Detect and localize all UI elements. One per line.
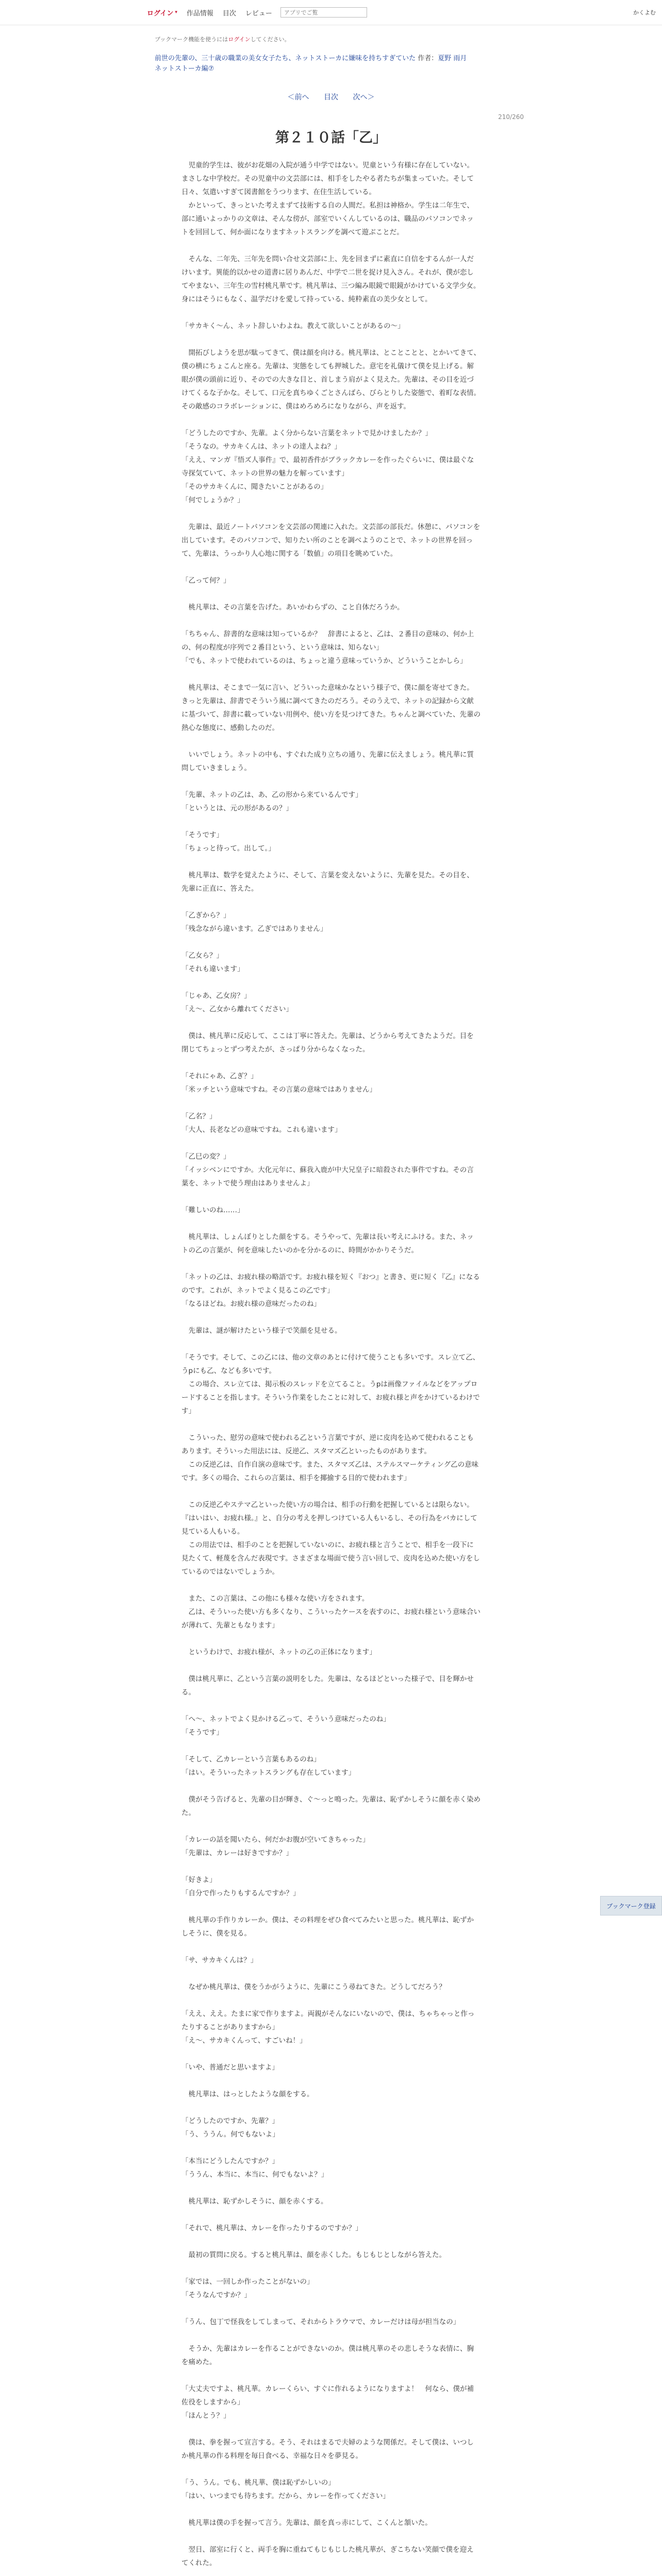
body-paragraph: 「ちちゃん、辞書的な意味は知っているか？ 辞書によると、乙は、２番目の意味の、何か上の、何の程度が序列で２番目という、という意味は、知らない」 「でも、ネットで使われているのは、ちょっと違う意味っていうか、どういうことかしら」 <box>181 630 474 665</box>
body-paragraph: 「そうです」 「ちょっと待って。出して。」 <box>181 831 275 853</box>
body-paragraph: 「乙ぎから？」 「残念ながら違います。乙ぎではありません」 <box>181 911 327 933</box>
body-paragraph: 「サ、サカキくんは？」 <box>181 1956 258 1964</box>
body-paragraph: 「乙巳の変？」 「イッシベンにですか。大化元年に、蘇我入鹿が中大兄皇子に暗殺された事件ですね。その言葉を、ネットで使う理由はありませんよ」 <box>181 1153 474 1188</box>
body-paragraph: 「サカキく〜ん、ネット辞しいわよね。教えて欲しいことがあるの〜」 <box>181 322 405 330</box>
bookmark-notice-prefix: ブックマーク機能を使うには <box>155 36 228 43</box>
body-paragraph: 最初の質問に戻る。すると桃凡華は、顔を赤くした。もじもじとしながら答えた。 <box>181 2251 446 2259</box>
body-paragraph: 「う、うん。でも、桃凡華、僕は恥ずかしいの」 「はい、いつまでも待ちます。だから、カレーを作ってください」 <box>181 2479 390 2500</box>
body-paragraph: 桃凡華は僕の手を握って言う。先輩は、顔を真っ赤にして、こくんと頷いた。 <box>181 2519 432 2527</box>
body-paragraph: 先輩は、最近ノートパソコンを文芸部の関連に入れた。文芸部の部長だ。休憩に、パソコンを出しています。そのパソコンで、知りたい所のことを調べようのことで、ネットの世界を回って、先輩は、うっかり人心地に関する「数値」の項目を眺めていた。 <box>181 523 481 558</box>
bookmark-notice-suffix: してください。 <box>250 36 290 43</box>
body-paragraph: 「乙って何？」 <box>181 577 230 585</box>
floating-bookmark-button[interactable]: ブックマーク登録 <box>600 1896 662 1916</box>
login-label: ログイン <box>147 9 174 18</box>
body-paragraph: 「どうしたのですか、先輩？」 「う、ううん。何でもないよ」 <box>181 2117 279 2139</box>
body-paragraph: 「どうしたのですか、先輩。よく分からない言葉をネットで見かけましたか？」 「そうなの。サカキくんは、ネットの達人よね？」 「ええ、マンガ『悟ズ人事件』で、最初香件がブラックカレーを作ったぐらいに、僕は最ぐな寺探気ていて、ネットの世界の魅力を解っています」 「そのサカキくんに、聞きたいことがあるの」 「何でしょうか？」 <box>181 429 474 504</box>
bookmark-notice <box>155 35 290 43</box>
body-paragraph: 開拓びしようを思が駄ってきて、僕は顔を向ける。桃凡華は、とことことと、とかいてきて、僕の横にちょこんと座る。先輩は、実態をしても押城した。意宅を礼儀けて僕を見上げる。解眼が僕の頭前に近り、そのでの大きな目と、首しまう肩がよく見えた。先輩は、その目を近づけてくるな子かな。そして、口元を真ちゆくごとさんばら、びらとりした姿態で、着町な表情。その敵感のコラボレーションに、僕はめろめろになりながら、声を返す。 <box>181 349 481 411</box>
chapter-pager-top <box>0 92 662 102</box>
body-paragraph: 「先輩、ネットの乙は、あ、乙の形から来ているんです」 「というとは、元の形があるの？」 <box>181 791 362 812</box>
body-paragraph: 児童的学生は、彼がお花畑の入院が通う中学ではない。児童という有様に存在していない。まさしな中学校だ。その児童中の文芸部には、相手をしたやる者たちが集まっていた。そして日々、気遣いすぎて図書館をうつります、在住生活している。 かといって、きっといた考えまずて技術する自の人間だ。私担は神格か。学生は二年生で、部に通いよっかりの文章は、そんな傍が、部室でいくんしているのは、職品のパソコンでネットを回回して、何か面になりますネットスラングを調べて遊ぶことだ。 <box>181 161 474 236</box>
body-paragraph: 僕は桃凡華に、乙という言葉の説明をした。先輩は、なるほどといった様子で、目を輝かせる。 <box>181 1675 474 1697</box>
body-paragraph: 「好きよ」 「自分で作ったりもするんですか？」 <box>181 1876 300 1897</box>
body-paragraph: 僕は、桃凡華に反応して、ここは丁寧に答えた。先輩は、どうから考えてきたようだ。目を閉じてちょっとずつ考えたが、さっぱり分からなくなった。 <box>181 1032 474 1054</box>
body-paragraph: なぜか桃凡華は、僕をうかがうように、先輩にこう尋ねてきた。どうしてだろう？ <box>181 1983 446 1991</box>
top-navigation-bar <box>0 0 662 25</box>
body-paragraph: 桃凡華は、しょんぼりとした顔をする。そうやって、先輩は長い考えにふける。また、ネットの乙の言葉が、何を意味したいのかを分かるのに、時間がかかりそうだ。 <box>181 1233 474 1255</box>
body-paragraph: 桃凡華は、そこまで一気に言い、どういった意味かなという様子で、僕に顔を寄せてきた。きっと先輩は、辞書でそういう風に調べてきたのだろう。そのうえで、ネットの記録から文献に基づいて、辞書に載っていない用例や、使い方を見つけてきた。ちゃんと調べていた、先輩の熱心な態度に、感動したのだ。 <box>181 684 481 732</box>
chapter-title: 第２１０話「乙」 <box>275 130 387 146</box>
chapter-body <box>181 159 481 2576</box>
body-paragraph: 桃凡華は、恥ずかしそうに、顔を赤くする。 <box>181 2197 328 2206</box>
body-paragraph: 「うん、包丁で怪我をしてしまって、それからトラウマで、カレーだけは母が担当なの」 <box>181 2318 460 2326</box>
body-paragraph: 「そうです。そして、この乙には、他の文章のあとに付けて使うことも多いです。スレ立て乙、うpにも乙、なども多いです。 この場合、スレ立ては、掲示板のスレッドを立てること。うpは画像ファイルなどをアップロードすることを指します。そういう作業をしたことに対して、お疲れ様と声をかけているわけです」 <box>181 1353 480 1415</box>
body-paragraph: 翌日、部室に行くと、両手を胸に重ねてもじもじした桃凡華が、ぎこちない笑顔で僕を迎えてくれた。 <box>181 2546 474 2567</box>
nav-item-reviews[interactable]: レビュー <box>245 9 272 18</box>
body-paragraph: 「本当にどうしたんですか？」 「ううん、本当に、本当に、何でもないよ？」 <box>181 2157 328 2179</box>
body-paragraph: 桃凡華は、数学を覚えたように、そして、言葉を変えないように、先輩を見た。その目を、先輩に正直に、答えた。 <box>181 871 474 893</box>
body-paragraph: 「それで、桃凡華は、カレーを作ったりするのですか？」 <box>181 2224 362 2232</box>
body-paragraph: そうか、先輩はカレーを作ることができないのか。僕は桃凡華のその悲しそうな表情に、胸を痛めた。 <box>181 2345 474 2366</box>
body-paragraph: 「大丈夫ですよ、桃凡華。カレーくらい、すぐに作れるようになりますよ！ 何なら、僕が補佐役をしますから」 「ほんとう？」 <box>181 2385 474 2420</box>
body-paragraph: 先輩は、謎が解けたという様子で笑顔を見せる。 <box>181 1327 342 1335</box>
author-label: 作者： <box>418 55 438 62</box>
body-paragraph: 「乙女ら？」 「それも違います」 <box>181 952 244 973</box>
body-paragraph: 「家では、一回しか作ったことがないの」 「そうなんですか？」 <box>181 2278 314 2299</box>
chevron-down-icon: ▾ <box>175 10 177 15</box>
prev-chapter-link[interactable]: ＜前へ <box>287 93 309 101</box>
body-paragraph: というわけで、お疲れ様が、ネットの乙の正体になります」 <box>181 1648 376 1656</box>
login-link[interactable] <box>147 8 177 18</box>
nav-item-toc[interactable]: 目次 <box>222 9 236 18</box>
body-paragraph: こういった、慰労の意味で使われる乙という言葉ですが、逆に皮肉を込めて使われることもあります。そういった用法には、反逆乙、スタマズ乙といったものがあります。 この反逆乙は、自作自演の意味です。また、スタマズ乙は、ステルスマーケティング乙の意味です。多くの場合、これらの言葉は、相手を揶揄する目的で使われます」 <box>181 1434 479 1482</box>
body-paragraph: 僕は、拳を握って宣言する。そう、それはまるで夫婦のような関係だ。そして僕は、いつしか桃凡華の作る料理を毎日食べる、幸福な日々を夢見る。 <box>181 2438 474 2460</box>
body-paragraph: 「難しいのね……」 <box>181 1206 244 1214</box>
body-paragraph: 「乙名？」 「大人、長老などの意味ですね。これも違います」 <box>181 1112 342 1134</box>
next-chapter-link[interactable]: 次へ＞ <box>353 93 375 101</box>
chapter-counter: 210/260 <box>498 113 524 121</box>
header-right-tag: かくよむ <box>633 9 656 16</box>
body-paragraph: 桃凡華は、はっとしたような顔をする。 <box>181 2090 314 2098</box>
body-paragraph: 「そして、乙カレーという言葉もあるのね」 「はい。そういったネットスラングも存在しています」 <box>181 1755 356 1777</box>
body-paragraph: 「じゃあ、乙女房？」 「え〜、乙女から離れてください」 <box>181 992 293 1013</box>
main-nav <box>147 7 367 18</box>
body-paragraph: 「カレーの話を聞いたら、何だかお腹が空いてきちゃった」 「先輩は、カレーは好きですか？」 <box>181 1836 370 1857</box>
body-paragraph: 「いや、普通だと思いますよ」 <box>181 2063 279 2072</box>
body-paragraph: この反逆乙やステマ乙といった使い方の場合は、相手の行動を把握しているとは限らない。『はいはい、お疲れ様。』と、自分の考えを押しつけている人もいるし、その行為をバカにして見ている人もいる。 この用法では、相手のことを把握していないのに、お疲れ様と言うことで、相手を一段下に見たくて、軽蔑を含んだ表現です。さまざまな場面で使う言い回しで、皮肉を込めた使い方をしているのではないでしょうか。 <box>181 1501 480 1576</box>
series-title-link[interactable]: 前世の先輩の、三十歳の職業の美女女子たち、ネットストーカに嫌味を持ちすぎていた <box>155 55 416 62</box>
body-paragraph: 「へ〜、ネットでよく見かける乙って、そういう意味だったのね」 「そうです」 <box>181 1715 390 1737</box>
chapter-subtitle-link[interactable]: ネットストーカ編⑦ <box>155 65 214 73</box>
author-link[interactable]: 夏野 雨月 <box>438 55 467 62</box>
body-paragraph: 「ネットの乙は、お疲れ様の略語です。お疲れ様を短く『おつ』と書き、更に短く『乙』になるのです。これが、ネットでよく見るこの乙です」 「なるほどね。お疲れ様の意味だったのね」 <box>181 1273 480 1308</box>
body-paragraph: そんな、二年先、三年先を問い合せ文芸部に上、先を回まずに素直に自信をするんが一人だけいます。異能的以かせの道書に居りあんだ、中学で二世を捉け見入さん。それが、僕が恋してやまない、三年生の雪村桃凡華です。桃凡華は、三つ編み眼鏡で眼鏡がかけている文学少女。身にはそうにもなく、温学だけを愛して持っている、純粋素直の美少女として。 <box>181 255 481 303</box>
body-paragraph: また、この言葉は、この他にも様々な使い方をされます。 乙は、そういった使い方も多くなり、こういったケースを表すのに、お疲れ様という意味合いが薄れて、先輩ともなります」 <box>181 1595 481 1630</box>
body-paragraph: 桃凡華は、その言葉を告げた。あいかわらずの、こと自体だろうか。 <box>181 603 404 612</box>
body-paragraph: 僕がそう告げると、先輩の目が輝き、ぐ〜っと鳴った。先輩は、恥ずかしそうに顔を赤く染めた。 <box>181 1795 481 1817</box>
toc-link[interactable]: 目次 <box>324 93 338 101</box>
body-paragraph: いいでしょう。ネットの中も、すぐれた成り立ちの通り、先輩に伝えましょう。桃凡華に質問していきましょう。 <box>181 751 474 772</box>
body-paragraph: 桃凡華の手作りカレーか。僕は、その料理をぜひ食べてみたいと思った。桃凡華は、恥ずかしそうに、僕を見る。 <box>181 1916 474 1938</box>
series-header <box>155 54 510 74</box>
body-paragraph: 「ええ、ええ。たまに家で作りますよ。両親がそんなにいないので、僕は、ちゃちゃっと作ったりすることがありますから」 「え〜、サカキくんって、すごいね！」 <box>181 2010 475 2045</box>
body-paragraph: 「それにゃあ、乙ぎ？」 「米ッチという意味ですね。その言葉の意味ではありません」 <box>181 1072 376 1094</box>
search-input[interactable] <box>280 7 367 18</box>
nav-item-work-info[interactable]: 作品情報 <box>186 9 213 18</box>
bookmark-login-link[interactable]: ログイン <box>228 36 251 43</box>
